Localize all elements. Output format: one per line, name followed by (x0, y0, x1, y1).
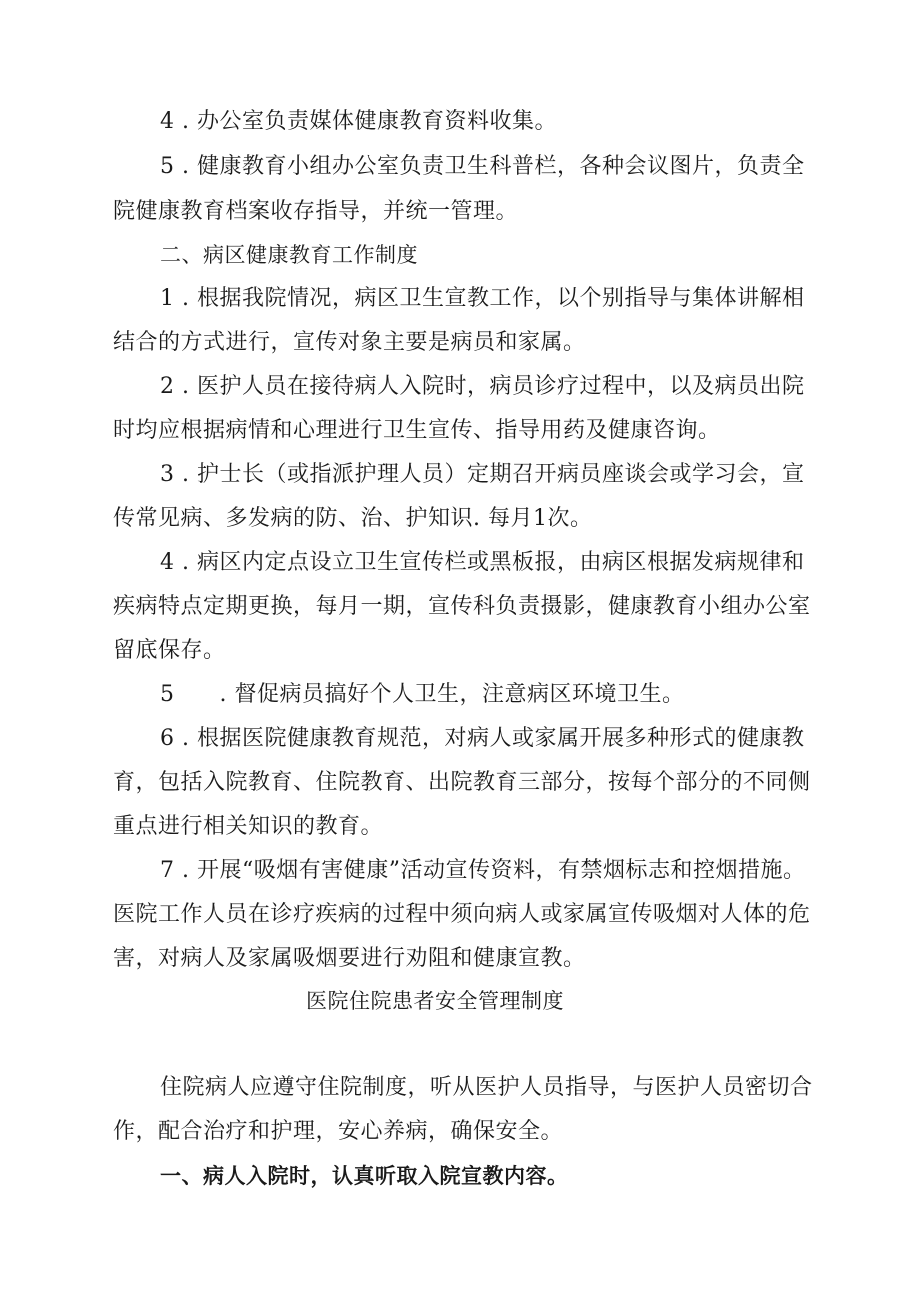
item-5-science-column: 5 . 健康教育小组办公室负责卫生科普栏，各种会议图片，负责全 (160, 154, 805, 179)
intro-paragraph-continuation: 作，配合治疗和护理，安心养病，确保安全。 (113, 1119, 564, 1144)
ward-item-6: 6 . 根据医院健康教育规范，对病人或家属开展多种形式的健康教 (160, 726, 805, 751)
ward-item-7: 7 . 开展“吸烟有害健康”活动宣传资料，有禁烟标志和控烟措施。 (160, 858, 806, 883)
ward-item-2: 2 . 医护人员在接待病人入院时，病员诊疗过程中，以及病员出院 (160, 374, 805, 399)
ward-item-6-continuation-2: 重点进行相关知识的教育。 (113, 814, 384, 839)
intro-paragraph: 住院病人应遵守住院制度，听从医护人员指导，与医护人员密切合 (160, 1075, 813, 1100)
ward-item-1-continuation: 结合的方式进行，宣传对象主要是病员和家属。 (113, 330, 586, 355)
ward-item-1: 1 . 根据我院情况，病区卫生宣教工作，以个别指导与集体讲解相 (160, 286, 805, 311)
document-title-safety-management: 医院住院患者安全管理制度 (306, 989, 564, 1013)
ward-item-2-continuation: 时均应根据病情和心理进行卫生宣传、指导用药及健康咨询。 (113, 418, 721, 443)
ward-item-4: 4 . 病区内定点设立卫生宣传栏或黑板报，由病区根据发病规律和 (160, 550, 805, 575)
ward-item-3: 3 . 护士长（或指派护理人员）定期召开病员座谈会或学习会，宣 (160, 462, 805, 487)
ward-item-5: 5 . 督促病员搞好个人卫生，注意病区环境卫生。 (160, 682, 685, 707)
item-5-continuation: 院健康教育档案收存指导，并统一管理。 (113, 199, 519, 224)
ward-item-7-continuation-2: 害，对病人及家属吸烟要进行劝阻和健康宣教。 (113, 946, 586, 971)
section-heading-ward-education: 二、病区健康教育工作制度 (160, 243, 418, 267)
ward-item-6-continuation-1: 育，包括入院教育、住院教育、出院教育三部分，按每个部分的不同侧 (113, 770, 811, 795)
ward-item-4-continuation-2: 留底保存。 (113, 638, 226, 663)
section-heading-admission: 一、病人入院时，认真听取入院宣教内容。 (160, 1164, 569, 1188)
ward-item-7-continuation-1: 医院工作人员在诊疗疾病的过程中须向病人或家属宣传吸烟对人体的危 (113, 902, 811, 927)
ward-item-3-continuation: 传常见病、多发病的防、治、护知识. 每月1次。 (113, 506, 593, 531)
item-4-media-materials: 4 . 办公室负责媒体健康教育资料收集。 (160, 109, 557, 134)
ward-item-4-continuation-1: 疾病特点定期更换，每月一期，宣传科负责摄影，健康教育小组办公室 (113, 594, 811, 619)
